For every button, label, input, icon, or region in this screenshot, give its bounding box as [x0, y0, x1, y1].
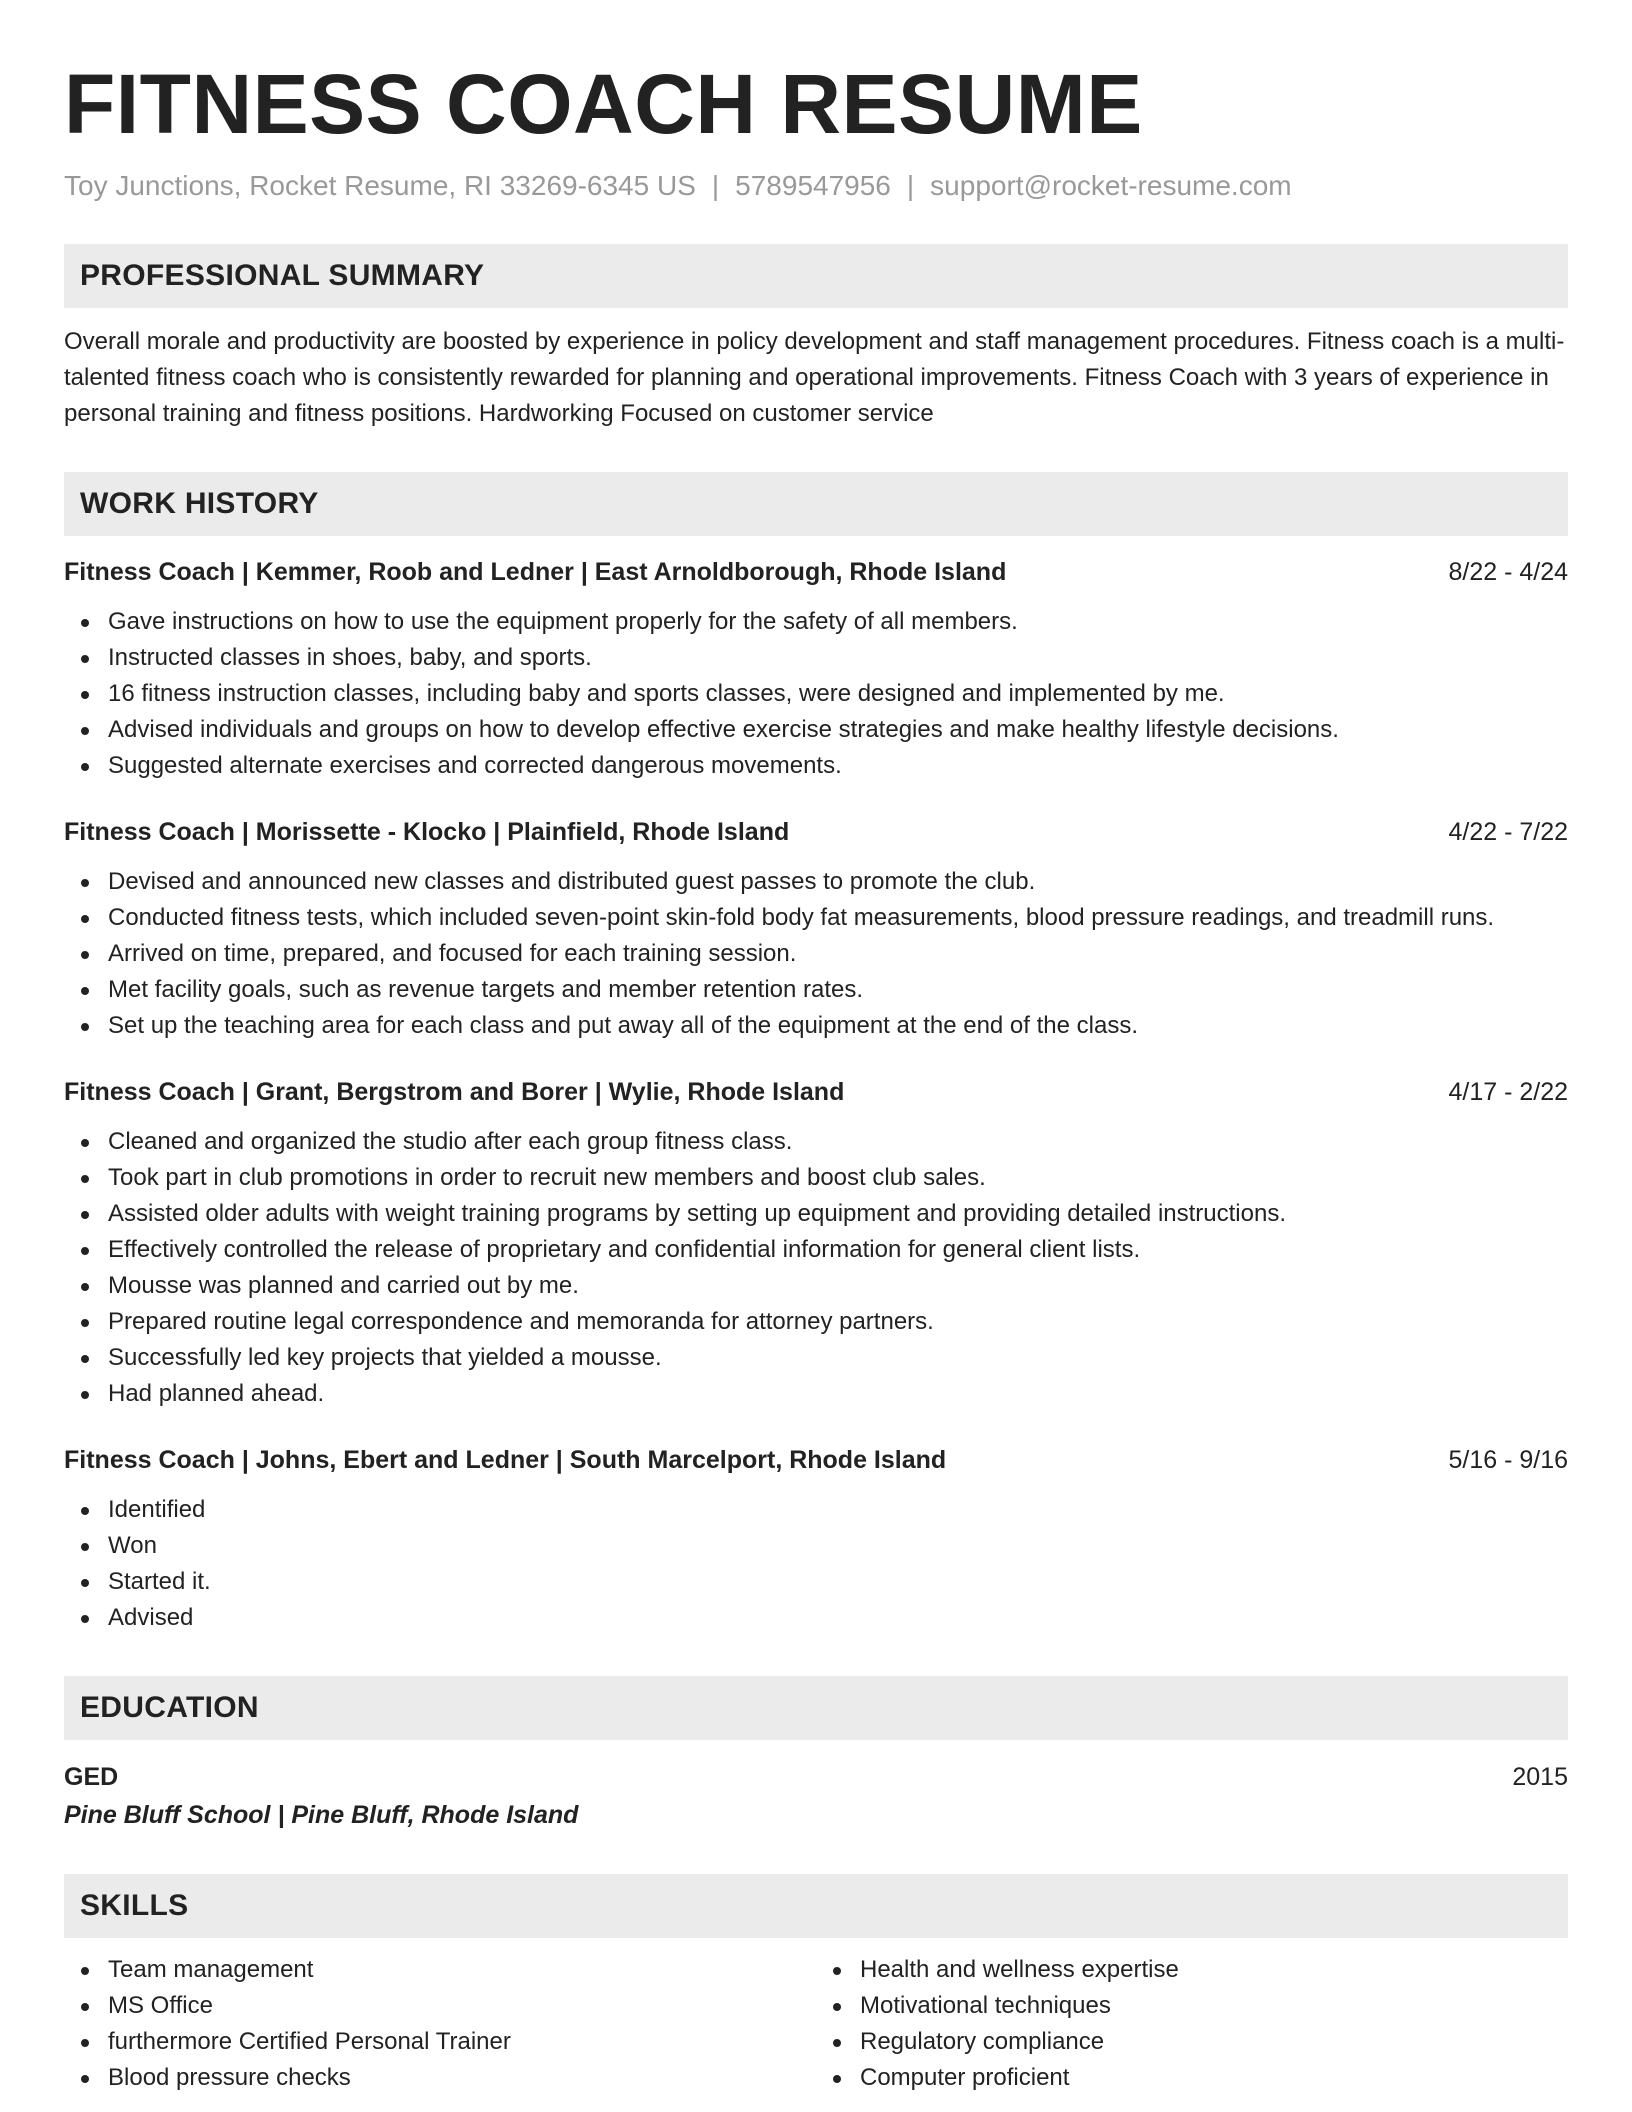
education-header: [64, 1758, 1568, 1796]
job-bullet: Effectively controlled the release of proprietary and confidential information for general client lists.: [64, 1232, 1568, 1268]
education-degree: GED: [64, 1763, 119, 1791]
job-bullet: Advised individuals and groups on how to develop effective exercise strategies and make healthy lifestyle decisions.: [64, 712, 1568, 748]
job-header: [64, 1074, 1568, 1110]
job-header: [64, 1442, 1568, 1478]
job-bullet: Conducted fitness tests, which included seven-point skin-fold body fat measurements, blood pressure readings, and treadmill runs.: [64, 900, 1568, 936]
summary-text: Overall morale and productivity are boosted by experience in policy development and staff management procedures. Fitness coach is a multi-talented fitness coach who is consistently rewarded for planning and operational improvements. Fitness Coach with 3 years of experience in personal training and fitness positions. Hardworking Focused on customer service: [64, 328, 1565, 427]
job-dates: 8/22 - 4/24: [1448, 558, 1568, 586]
job-title: Fitness Coach | Morissette - Klocko | Plainfield, Rhode Island: [64, 818, 790, 846]
skills-bullets: [816, 1952, 1568, 2096]
job-bullet: Set up the teaching area for each class and put away all of the equipment at the end of the class.: [64, 1008, 1568, 1044]
job-bullet: Gave instructions on how to use the equipment properly for the safety of all members.: [64, 604, 1568, 640]
job-bullet: Assisted older adults with weight training programs by setting up equipment and providing detailed instructions.: [64, 1196, 1568, 1232]
skills-column-left: [64, 1952, 816, 2096]
skill-item: Blood pressure checks: [64, 2060, 816, 2096]
job-bullet: Advised: [64, 1600, 1568, 1636]
job-bullet: Arrived on time, prepared, and focused for each training session.: [64, 936, 1568, 972]
skill-item: furthermore Certified Personal Trainer: [64, 2024, 816, 2060]
job-bullets: [64, 1124, 1568, 1412]
skills-bullets: [64, 1952, 816, 2096]
education-school: Pine Bluff School | Pine Bluff, Rhode Island: [64, 1801, 579, 1829]
job-dates: 5/16 - 9/16: [1448, 1446, 1568, 1474]
job-entry: [64, 814, 1568, 1044]
job-bullet: 16 fitness instruction classes, including baby and sports classes, were designed and implemented by me.: [64, 676, 1568, 712]
job-bullet: Started it.: [64, 1564, 1568, 1600]
contact-phone: 5789547956: [735, 170, 891, 201]
job-bullets: [64, 1492, 1568, 1636]
job-dates: 4/17 - 2/22: [1448, 1078, 1568, 1106]
job-bullet: Cleaned and organized the studio after each group fitness class.: [64, 1124, 1568, 1160]
contact-separator: |: [711, 170, 720, 201]
skill-item: Team management: [64, 1952, 816, 1988]
skill-item: MS Office: [64, 1988, 816, 2024]
job-title: Fitness Coach | Johns, Ebert and Ledner | South Marcelport, Rhode Island: [64, 1446, 947, 1474]
skill-item: Regulatory compliance: [816, 2024, 1568, 2060]
job-bullet: Instructed classes in shoes, baby, and sports.: [64, 640, 1568, 676]
job-bullet: Suggested alternate exercises and corrected dangerous movements.: [64, 748, 1568, 784]
job-title: Fitness Coach | Kemmer, Roob and Ledner | East Arnoldborough, Rhode Island: [64, 558, 1007, 586]
job-bullet: Mousse was planned and carried out by me.: [64, 1268, 1568, 1304]
education-year: 2015: [1512, 1763, 1568, 1791]
skill-item: Motivational techniques: [816, 1988, 1568, 2024]
contact-separator: |: [906, 170, 915, 201]
job-entry: [64, 1074, 1568, 1412]
job-bullet: Identified: [64, 1492, 1568, 1528]
job-bullet: Devised and announced new classes and distributed guest passes to promote the club.: [64, 864, 1568, 900]
resume-title: FITNESS COACH RESUME: [64, 57, 1143, 151]
job-bullet: Had planned ahead.: [64, 1376, 1568, 1412]
job-bullet: Took part in club promotions in order to recruit new members and boost club sales.: [64, 1160, 1568, 1196]
section-header-skills: SKILLS: [64, 1874, 1568, 1938]
contact-email: support@rocket-resume.com: [930, 170, 1292, 201]
job-bullet: Won: [64, 1528, 1568, 1564]
skill-item: Computer proficient: [816, 2060, 1568, 2096]
job-bullet: Successfully led key projects that yielded a mousse.: [64, 1340, 1568, 1376]
contact-line: [64, 168, 1568, 204]
job-title: Fitness Coach | Grant, Bergstrom and Borer | Wylie, Rhode Island: [64, 1078, 845, 1106]
job-entry: [64, 554, 1568, 784]
job-bullet: Prepared routine legal correspondence and memoranda for attorney partners.: [64, 1304, 1568, 1340]
skill-item: Health and wellness expertise: [816, 1952, 1568, 1988]
skills-column-right: [816, 1952, 1568, 2096]
section-header-education: EDUCATION: [64, 1676, 1568, 1740]
contact-address: Toy Junctions, Rocket Resume, RI 33269-6345 US: [64, 170, 696, 201]
job-bullets: [64, 604, 1568, 784]
job-bullet: Met facility goals, such as revenue targets and member retention rates.: [64, 972, 1568, 1008]
skills-list: [64, 1952, 1568, 2096]
job-header: [64, 814, 1568, 850]
section-header-work-history: WORK HISTORY: [64, 472, 1568, 536]
section-header-summary: PROFESSIONAL SUMMARY: [64, 244, 1568, 308]
job-dates: 4/22 - 7/22: [1448, 818, 1568, 846]
education-entry: [64, 1758, 1568, 1834]
job-entry: [64, 1442, 1568, 1636]
job-bullets: [64, 864, 1568, 1044]
job-header: [64, 554, 1568, 590]
